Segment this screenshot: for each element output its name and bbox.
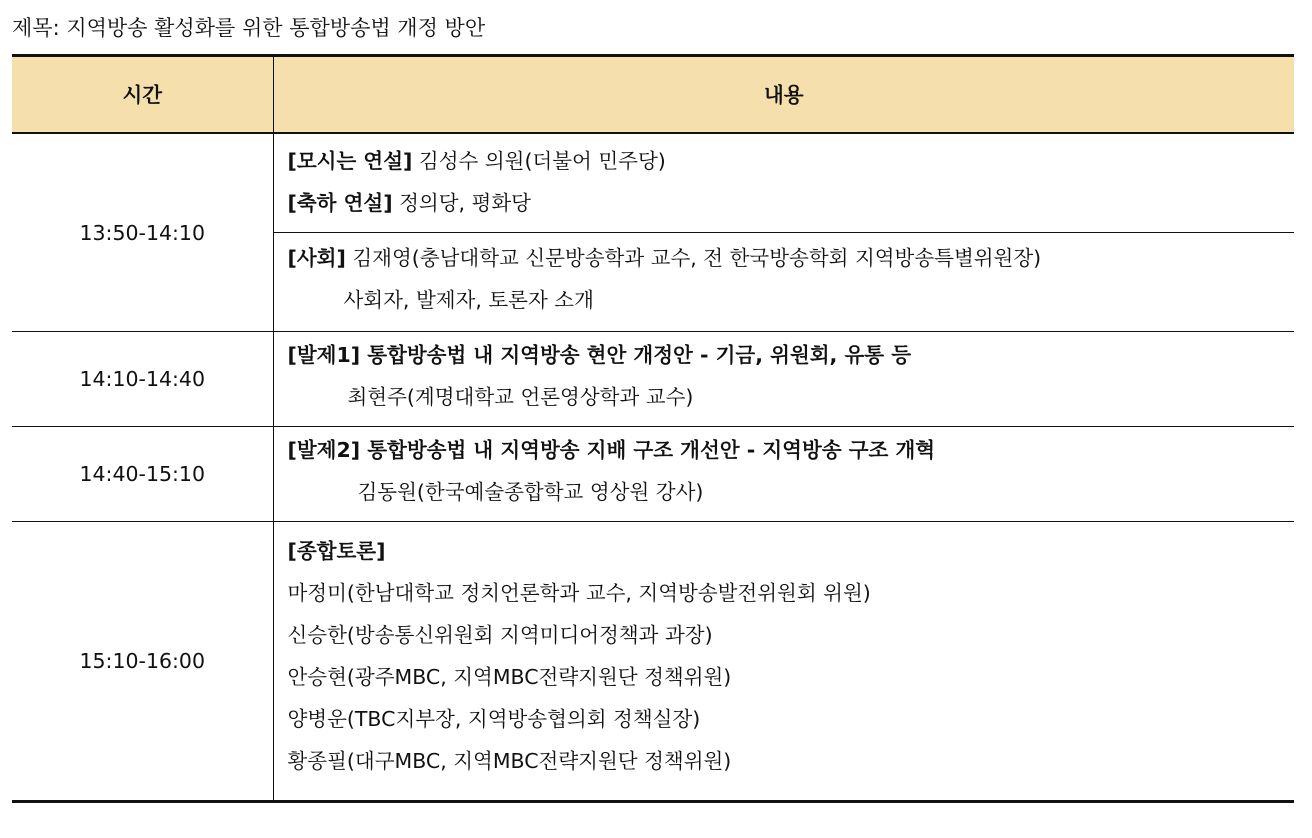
moderator-sub-line: 사회자, 발제자, 토론자 소개 — [343, 288, 594, 312]
congrats-speech-text: 정의당, 평화당 — [392, 191, 531, 215]
moderator-line — [288, 237, 1285, 279]
column-header-content: 내용 — [273, 56, 1294, 134]
presentation-1-presenter: 최현주(계명대학교 언론영상학과 교수) — [347, 385, 694, 409]
time-cell: 14:10-14:40 — [12, 332, 273, 427]
content-cell-speeches — [273, 133, 1294, 233]
presentation-1-heading: [발제1] 통합방송법 내 지역방송 현안 개정안 - 기금, 위원회, 유통 등 — [287, 343, 912, 367]
panelist-item: 마정미(한남대학교 정치언론학과 교수, 지역방송발전위원회 위원) — [287, 581, 871, 605]
table-row-panel-discussion — [12, 522, 1294, 802]
panelist-item: 신승한(방송통신위원회 지역미디어정책과 과장) — [287, 623, 713, 647]
panelist-item: 황종필(대구MBC, 지역MBC전략지원단 정책위원) — [287, 749, 732, 773]
document-title: 제목: 지역방송 활성화를 위한 통합방송법 개정 방안 — [12, 16, 486, 40]
schedule-table — [12, 54, 1294, 803]
moderator-label: [사회] — [287, 246, 346, 270]
opening-speech-text: 김성수 의원(더불어 민주당) — [412, 149, 666, 173]
content-cell-moderator — [273, 233, 1294, 332]
content-cell-presentation-1 — [273, 332, 1294, 427]
moderator-text: 김재영(충남대학교 신문방송학과 교수, 전 한국방송학회 지역방송특별위원장) — [345, 246, 1042, 270]
panelist-item: 양병운(TBC지부장, 지역방송협의회 정책실장) — [287, 707, 701, 731]
time-cell: 14:40-15:10 — [12, 427, 273, 522]
presentation-2-presenter: 김동원(한국예술종합학교 영상원 강사) — [357, 480, 704, 504]
opening-speech-line — [288, 140, 1285, 182]
opening-speech-label: [모시는 연설] — [287, 149, 413, 173]
congrats-speech-label: [축하 연설] — [287, 191, 393, 215]
content-cell-presentation-2 — [273, 427, 1294, 522]
time-cell: 15:10-16:00 — [12, 522, 273, 802]
panel-discussion-heading: [종합토론] — [287, 539, 386, 563]
table-header-row — [12, 56, 1294, 134]
table-row-presentation-2 — [12, 427, 1294, 522]
content-cell-panel-discussion — [273, 522, 1294, 802]
column-header-time: 시간 — [12, 56, 273, 134]
panelist-item: 안승현(광주MBC, 지역MBC전략지원단 정책위원) — [287, 665, 732, 689]
congrats-speech-line — [288, 182, 1285, 224]
time-cell: 13:50-14:10 — [12, 133, 273, 332]
table-row-presentation-1 — [12, 332, 1294, 427]
presentation-2-heading: [발제2] 통합방송법 내 지역방송 지배 구조 개선안 - 지역방송 구조 개혁 — [287, 438, 936, 462]
table-row-opening-speeches — [12, 133, 1294, 233]
